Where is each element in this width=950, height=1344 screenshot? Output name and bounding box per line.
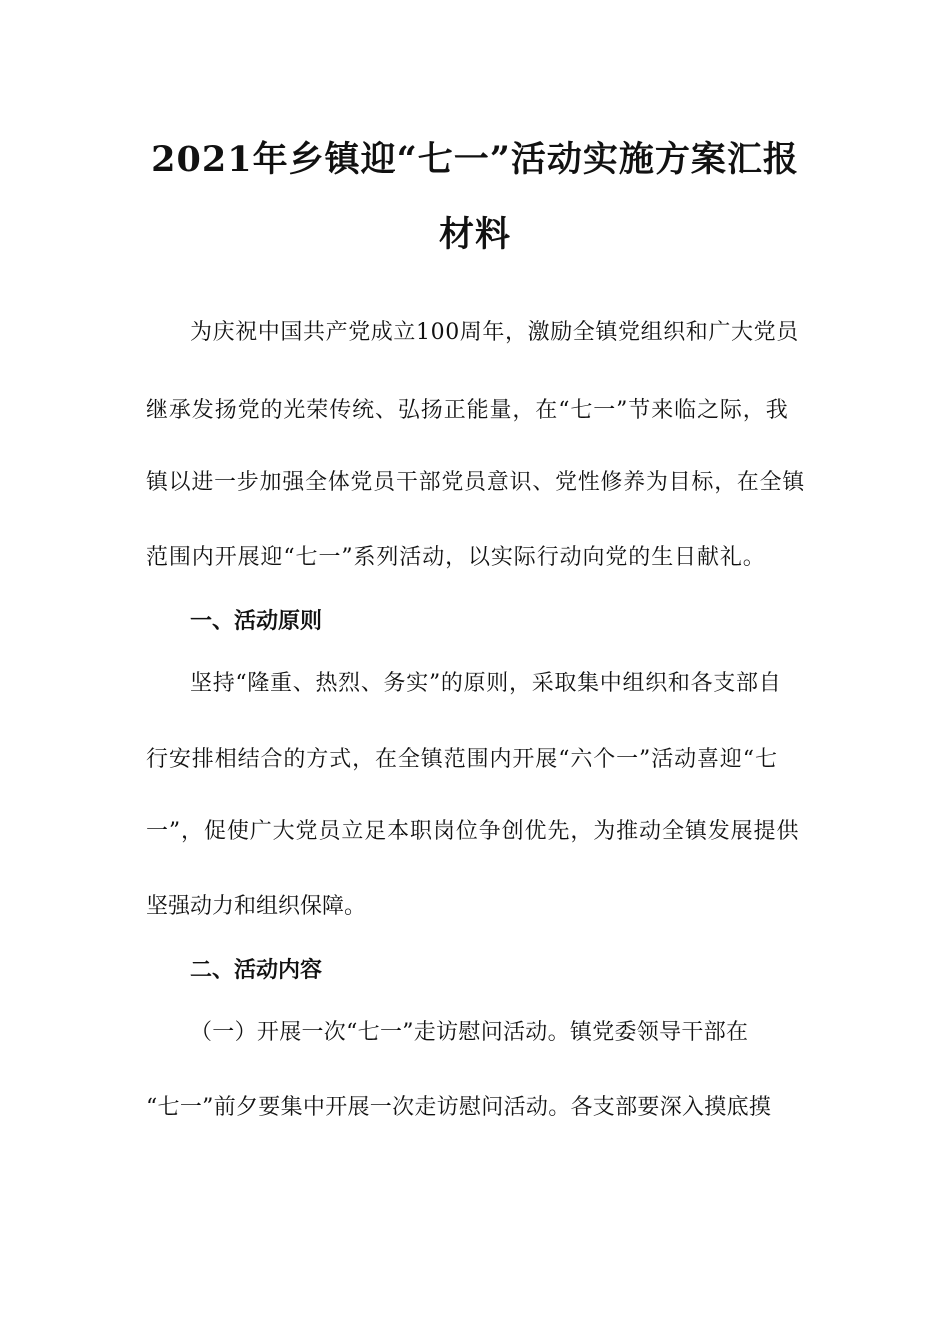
document-title-line-1: 2021年乡镇迎“七一”活动实施方案汇报 [151, 139, 799, 180]
paragraph-line: “七一”前夕要集中开展一次走访慰问活动。各支部要深入摸底摸 [146, 1095, 772, 1120]
paragraph-line: 一”，促使广大党员立足本职岗位争创优先，为推动全镇发展提供 [146, 819, 800, 844]
paragraph-line: 坚持“隆重、热烈、务实”的原则，采取集中组织和各支部自 [190, 671, 782, 696]
paragraph-line: 行安排相结合的方式，在全镇范围内开展“六个一”活动喜迎“七 [146, 747, 778, 772]
paragraph-line: 坚强动力和组织保障。 [146, 894, 367, 919]
section-heading-content: 二、活动内容 [190, 957, 323, 983]
section-heading-principles: 一、活动原则 [190, 608, 323, 634]
document-title-line-2: 材料 [438, 214, 511, 255]
paragraph-line: 为庆祝中国共产党成立100周年，激励全镇党组织和广大党员 [190, 320, 799, 345]
paragraph-line: 继承发扬党的光荣传统、弘扬正能量，在“七一”节来临之际，我 [146, 398, 789, 423]
paragraph-line: 镇以进一步加强全体党员干部党员意识、党性修养为目标，在全镇 [146, 470, 806, 495]
paragraph-line: 范围内开展迎“七一”系列活动，以实际行动向党的生日献礼。 [146, 545, 766, 570]
paragraph-line: （一）开展一次“七一”走访慰问活动。镇党委领导干部在 [190, 1020, 749, 1045]
